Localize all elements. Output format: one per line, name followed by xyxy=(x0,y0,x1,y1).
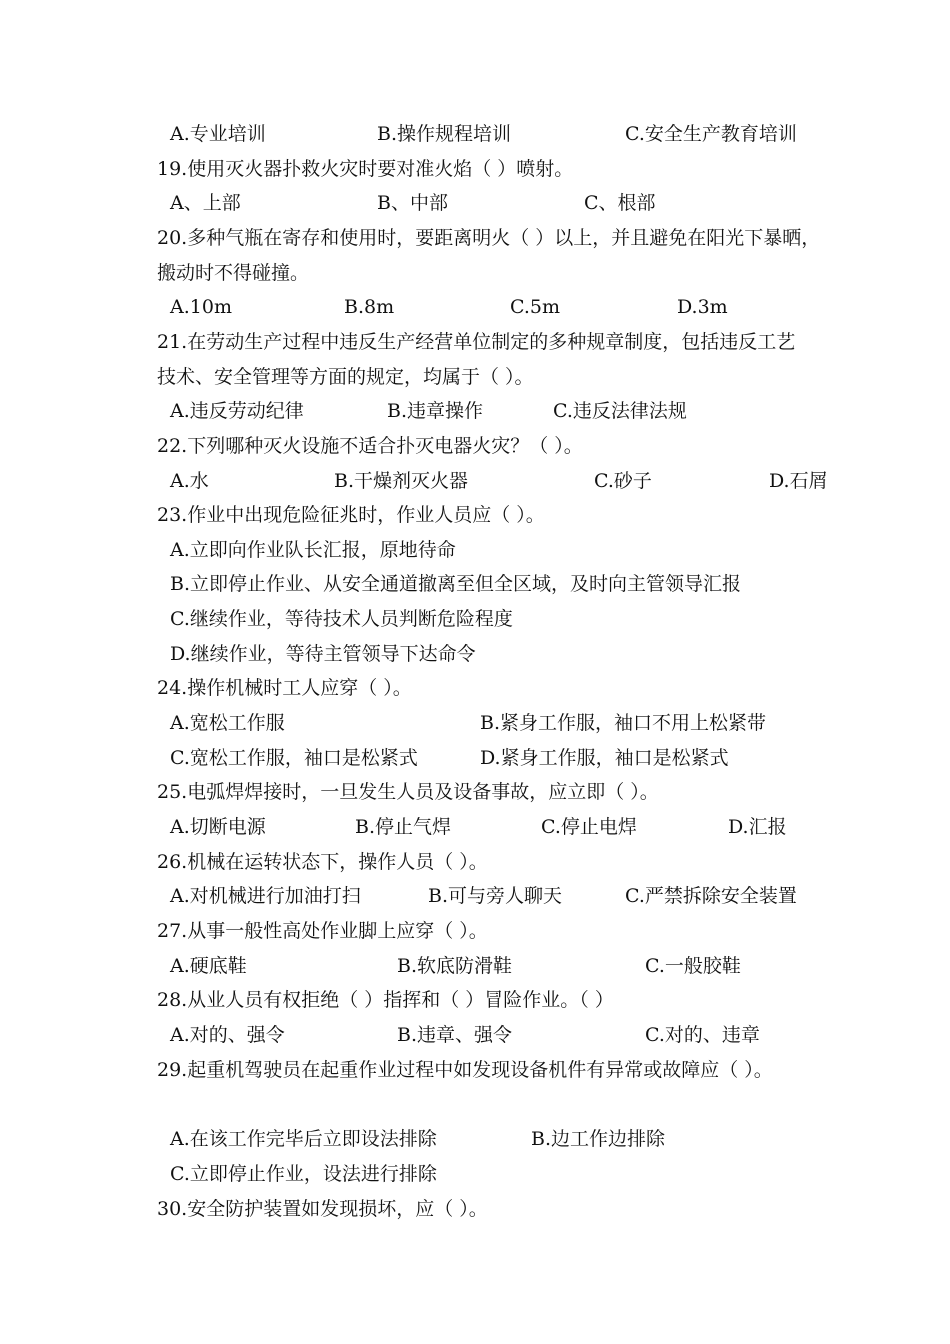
q23-option-b: B.立即停止作业、从安全通道撤离至但全区域，及时向主管领导汇报 xyxy=(170,573,742,595)
q22-option-a: A.水 xyxy=(170,470,209,492)
q23-option-c: C.继续作业，等待技术人员判断危险程度 xyxy=(170,608,513,630)
q22-option-b: B.干燥剂灭火器 xyxy=(334,470,469,492)
q24-option-d: D.紧身工作服，袖口是松紧式 xyxy=(480,747,729,769)
q20-option-c: C.5m xyxy=(510,296,561,318)
q30-text: 30.安全防护装置如发现损坏，应（ ）。 xyxy=(157,1198,488,1220)
q22-text: 22.下列哪种灭火设施不适合扑灭电器火灾？（ ）。 xyxy=(157,435,583,457)
q27-text: 27.从事一般性高处作业脚上应穿（ ）。 xyxy=(157,920,488,942)
q20-text: 20.多种气瓶在寄存和使用时，要距离明火（ ）以上，并且避免在阳光下暴晒， xyxy=(157,227,821,249)
q27-option-c: C.一般胶鞋 xyxy=(645,955,741,977)
q29-option-a: A.在该工作完毕后立即设法排除 xyxy=(170,1128,437,1150)
q19-text: 19.使用灭火器扑救火灾时要对准火焰（ ）喷射。 xyxy=(157,158,574,180)
q21-text-continued: 技术、安全管理等方面的规定，均属于（ ）。 xyxy=(157,366,534,388)
q24-option-b: B.紧身工作服，袖口不用上松紧带 xyxy=(480,712,767,734)
q20-text-continued: 搬动时不得碰撞。 xyxy=(157,262,310,284)
q21-option-a: A.违反劳动纪律 xyxy=(170,400,304,422)
q25-option-c: C.停止电焊 xyxy=(541,816,637,838)
q28-option-c: C.对的、违章 xyxy=(645,1024,760,1046)
q29-option-b: B.边工作边排除 xyxy=(531,1128,666,1150)
q18-option-b: B.操作规程培训 xyxy=(377,123,512,145)
q23-text: 23.作业中出现危险征兆时，作业人员应（ ）。 xyxy=(157,504,545,526)
q25-option-d: D.汇报 xyxy=(728,816,787,838)
q27-option-b: B.软底防滑鞋 xyxy=(397,955,513,977)
q24-option-a: A.宽松工作服 xyxy=(170,712,285,734)
q26-option-b: B.可与旁人聊天 xyxy=(428,885,563,907)
q21-option-b: B.违章操作 xyxy=(387,400,484,422)
q19-option-a: A、上部 xyxy=(170,192,241,214)
q23-option-a: A.立即向作业队长汇报，原地待命 xyxy=(170,539,456,561)
q24-option-c: C.宽松工作服，袖口是松紧式 xyxy=(170,747,418,769)
q28-option-a: A.对的、强令 xyxy=(170,1024,285,1046)
q20-option-d: D.3m xyxy=(677,296,728,318)
q26-text: 26.机械在运转状态下，操作人员（ ）。 xyxy=(157,851,488,873)
q29-option-c: C.立即停止作业，设法进行排除 xyxy=(170,1163,437,1185)
q21-option-c: C.违反法律法规 xyxy=(553,400,687,422)
q20-option-b: B.8m xyxy=(344,296,395,318)
q27-option-a: A.硬底鞋 xyxy=(170,955,247,977)
q26-option-a: A.对机械进行加油打扫 xyxy=(170,885,361,907)
q22-option-d: D.石屑 xyxy=(769,470,828,492)
q21-text: 21.在劳动生产过程中违反生产经营单位制定的多种规章制度，包括违反工艺 xyxy=(157,331,796,353)
q29-text: 29.起重机驾驶员在起重作业过程中如发现设备机件有异常或故障应（ ）。 xyxy=(157,1059,773,1081)
q25-option-b: B.停止气焊 xyxy=(355,816,452,838)
q20-option-a: A.10m xyxy=(170,296,232,318)
q22-option-c: C.砂子 xyxy=(594,470,652,492)
q28-option-b: B.违章、强令 xyxy=(397,1024,513,1046)
q25-option-a: A.切断电源 xyxy=(170,816,266,838)
q18-option-c: C.安全生产教育培训 xyxy=(625,123,797,145)
q23-option-d: D.继续作业，等待主管领导下达命令 xyxy=(170,643,476,665)
q25-text: 25.电弧焊焊接时，一旦发生人员及设备事故，应立即（ ）。 xyxy=(157,781,659,803)
q18-option-a: A.专业培训 xyxy=(170,123,266,145)
q19-option-c: C、根部 xyxy=(584,192,656,214)
q28-text: 28.从业人员有权拒绝（ ）指挥和（ ）冒险作业。（ ） xyxy=(157,989,614,1011)
q24-text: 24.操作机械时工人应穿（ ）。 xyxy=(157,677,412,699)
q19-option-b: B、中部 xyxy=(377,192,448,214)
q26-option-c: C.严禁拆除安全装置 xyxy=(625,885,797,907)
